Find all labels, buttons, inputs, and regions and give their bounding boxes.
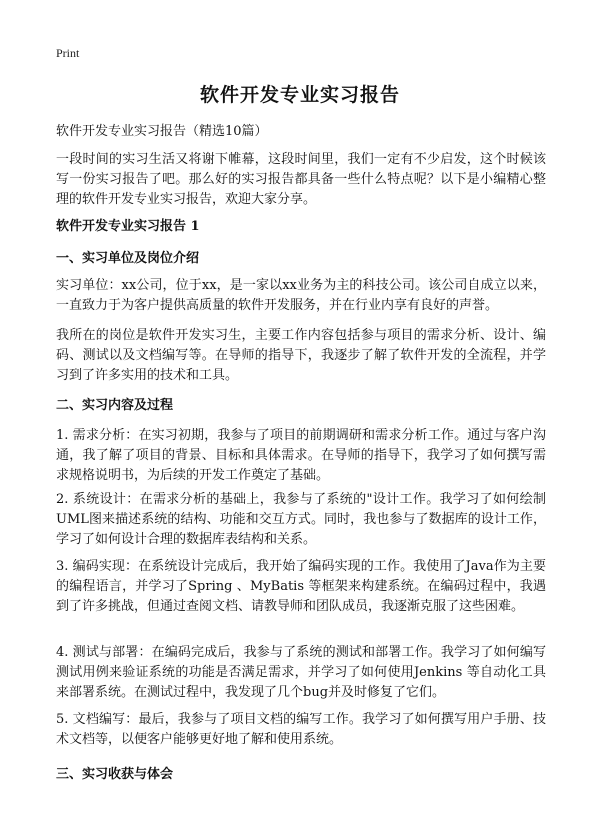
document-subtitle: 软件开发专业实习报告（精选10篇） [56, 124, 268, 139]
print-link[interactable]: Print [56, 46, 80, 60]
section1-paragraph-2: 我所在的岗位是软件开发实习生，主要工作内容包括参与项目的需求分析、设计、编码、测试以及文档编写等。在导师的指导下，我逐步了解了软件开发的全流程，并学习到了许多实用的技术和工具。 [56, 328, 546, 383]
list-item: 3. 编码实现：在系统设计完成后，我开始了编码实现的工作。我使用了Java作为主要的编程语言，并学习了Spring 、MyBatis 等框架来构建系统。在编码过程中，我遇到了许多挑战，但通过查阅文档、请教导师和团队成员，我逐渐克服了这些困难。 [56, 559, 546, 614]
list-item: 2. 系统设计：在需求分析的基础上，我参与了系统的"设计工作。我学习了如何绘制UML图来描述系统的结构、功能和交互方式。同时，我也参与了数据库的设计工作，学习了如何设计合理的数据库表结构和关系。 [56, 492, 546, 547]
section-heading-2: 二、实习内容及过程 [56, 398, 174, 413]
list-item: 4. 测试与部署：在编码完成后，我参与了系统的测试和部署工作。我学习了如何编写测试用例来验证系统的功能是否满足需求，并学习了如何使用Jenkins 等自动化工具来部署系统。在测试过程中，我发现了几个bug并及时修复了它们。 [56, 645, 546, 700]
list-item: 5. 文档编写：最后，我参与了项目文档的编写工作。我学习了如何撰写用户手册、技术文档等，以便客户能够更好地了解和使用系统。 [56, 712, 546, 747]
section1-paragraph-1: 实习单位：xx公司，位于xx，是一家以xx业务为主的科技公司。该公司自成立以来，一直致力于为客户提供高质量的软件开发服务，并在行业内享有良好的声誉。 [56, 278, 546, 313]
section-heading-3: 三、实习收获与体会 [56, 767, 174, 782]
section-heading-1: 一、实习单位及岗位介绍 [56, 251, 200, 266]
list-item: 1. 需求分析：在实习初期，我参与了项目的前期调研和需求分析工作。通过与客户沟通，我了解了项目的背景、目标和具体需求。在导师的指导下，我学习了如何撰写需求规格说明书，为后续的开发工作奠定了基础。 [56, 428, 546, 483]
document-title: 软件开发专业实习报告 [199, 84, 400, 106]
report-heading: 软件开发专业实习报告 1 [56, 219, 200, 234]
intro-paragraph: 一段时间的实习生活又将谢下帷幕，这段时间里，我们一定有不少启发，这个时候该写一份实习报告了吧。那么好的实习报告都具备一些什么特点呢？以下是小编精心整理的软件开发专业实习报告，欢迎大家分享。 [56, 152, 546, 207]
